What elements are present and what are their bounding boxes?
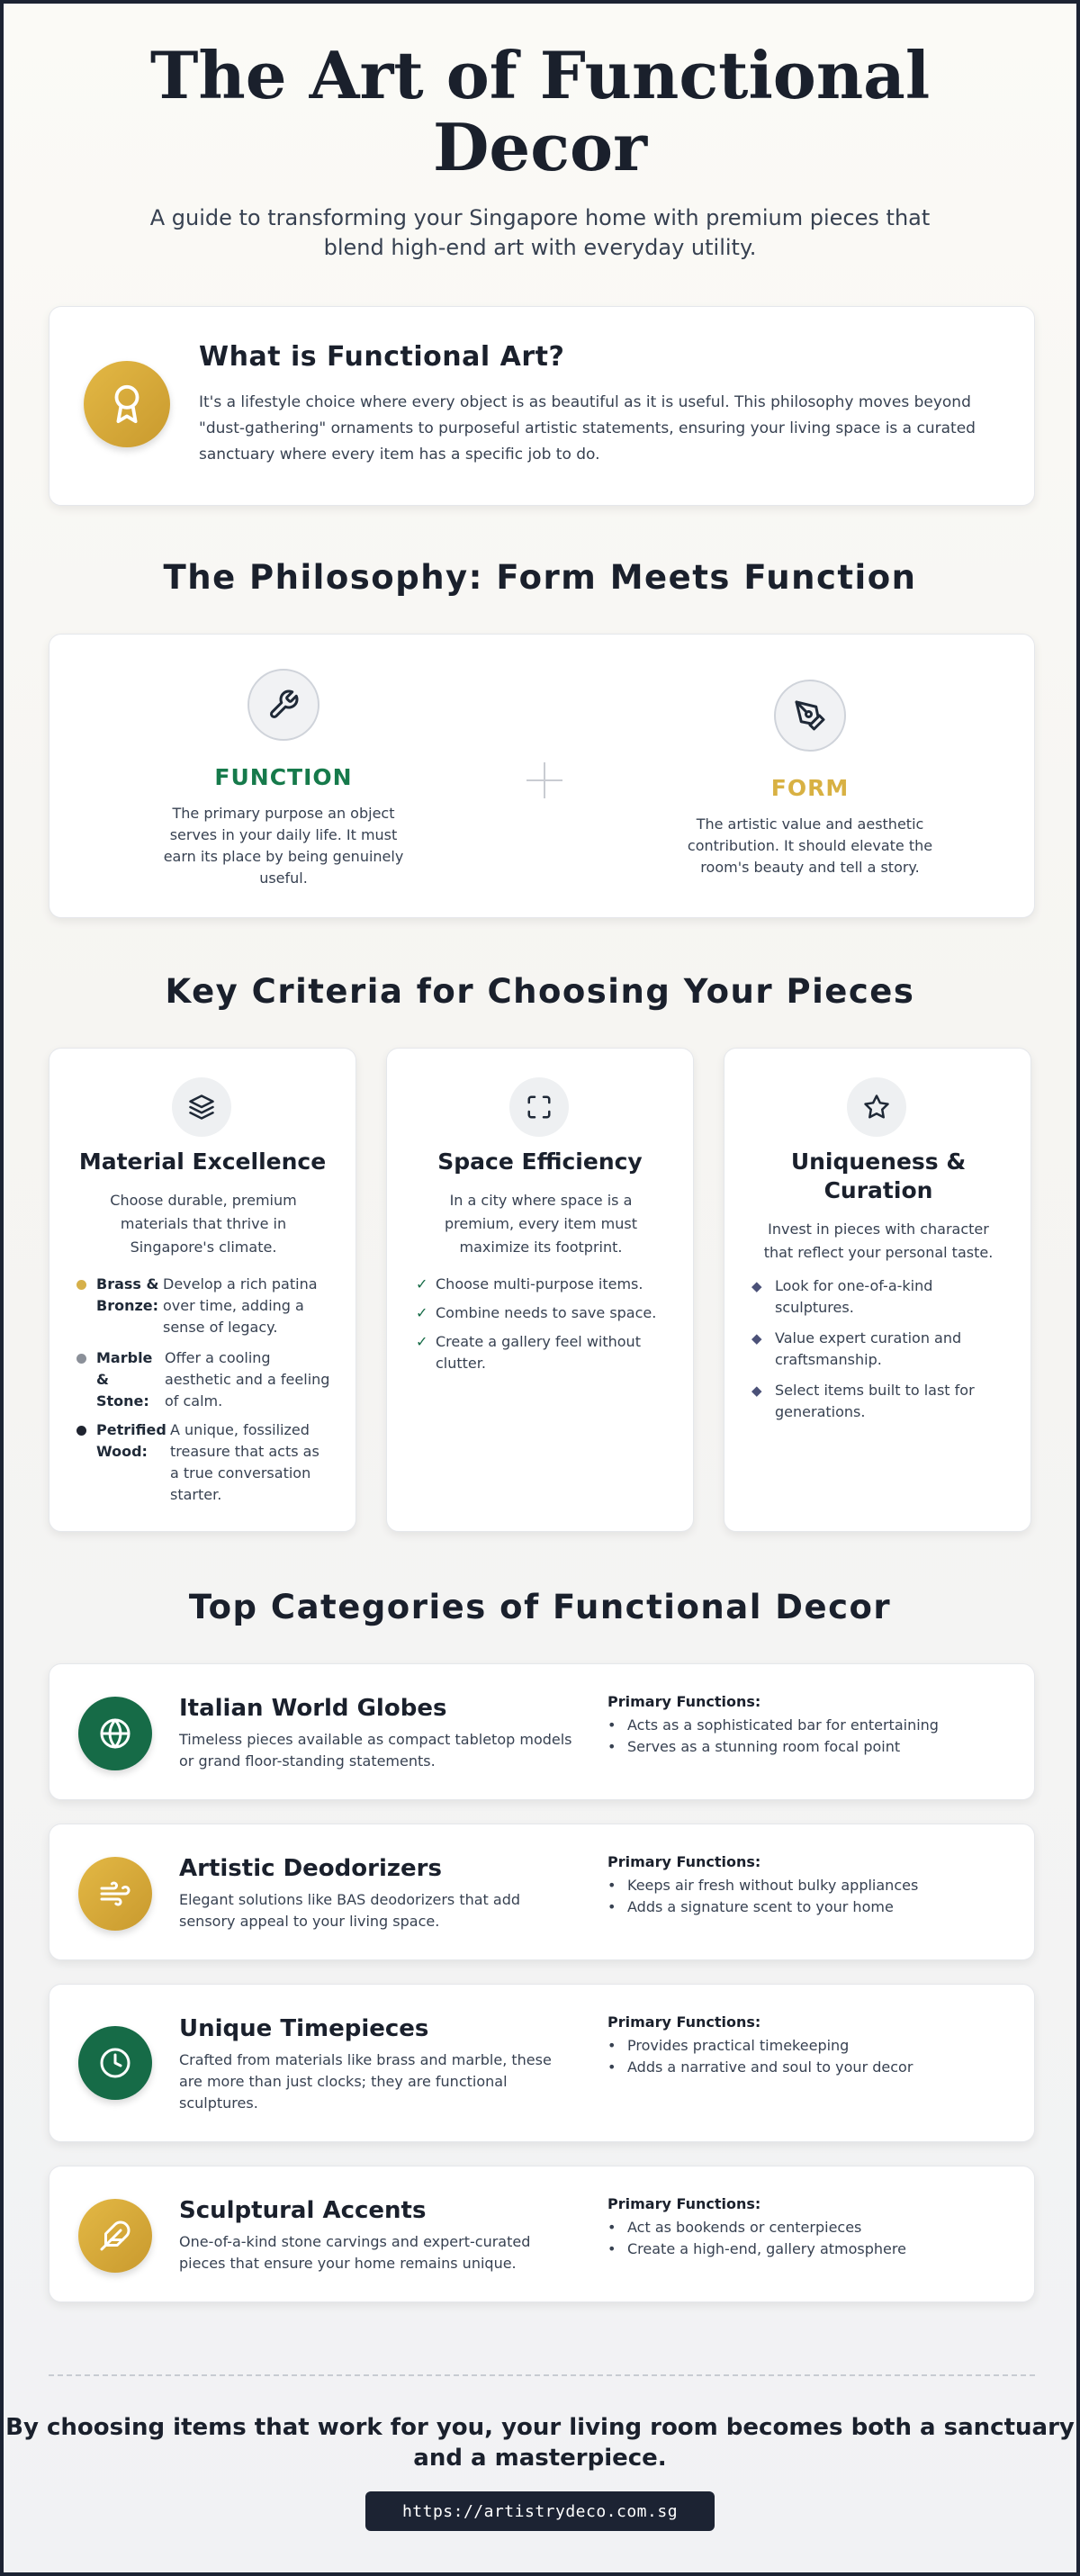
- primary-functions-label: Primary Functions:: [608, 1693, 761, 1710]
- list-item: • Acts as a sophisticated bar for entertaining: [608, 1715, 1004, 1736]
- item-text: Adds a signature scent to your home: [627, 1898, 894, 1915]
- pen-nib-icon: [774, 680, 846, 752]
- uniqueness-card: [724, 1048, 1031, 1532]
- item-text: Offer a cooling aesthetic and a feeling of calm.: [165, 1349, 330, 1410]
- item-text: Create a high-end, gallery atmosphere: [627, 2240, 906, 2257]
- item-text: Combine needs to save space.: [436, 1304, 657, 1321]
- primary-functions-label: Primary Functions:: [608, 1853, 761, 1870]
- list-item: [416, 1274, 686, 1295]
- item-text: Act as bookends or centerpieces: [627, 2219, 862, 2236]
- form-label: FORM: [770, 775, 850, 801]
- item-text: Choose multi-purpose items.: [436, 1275, 644, 1293]
- hero: [4, 4, 1076, 263]
- space-desc: In a city where space is a premium, every item must maximize its footprint.: [444, 1192, 637, 1256]
- bullet-dot: [76, 1354, 86, 1364]
- list-item: [752, 1328, 1022, 1371]
- layers-icon: [172, 1077, 231, 1137]
- check-icon: ✓: [416, 1275, 428, 1293]
- form-column: [680, 680, 940, 878]
- bullet-dot: [76, 1280, 86, 1290]
- category-title: Italian World Globes: [179, 1695, 447, 1722]
- check-icon: ✓: [416, 1333, 428, 1350]
- what-is-functional-art-card: [49, 306, 1035, 506]
- feather-icon: [78, 2199, 152, 2273]
- list-item: [76, 1419, 338, 1509]
- item-text: Look for one-of-a-kind sculptures.: [775, 1277, 933, 1316]
- categories-title: Top Categories of Functional Decor: [188, 1588, 892, 1626]
- page-subtitle: A guide to transforming your Singapore home with premium pieces that blend high-end art with everyday utility.: [149, 205, 931, 260]
- list-item: • Create a high-end, gallery atmosphere: [608, 2238, 1004, 2260]
- category-desc: Crafted from materials like brass and marble, these are more than just clocks; they are functional sculptures.: [179, 2051, 552, 2112]
- category-title: Artistic Deodorizers: [179, 1855, 442, 1882]
- category-desc: One-of-a-kind stone carvings and expert-curated pieces that ensure your home remains unique.: [179, 2233, 531, 2272]
- award-ribbon-icon: [84, 361, 170, 447]
- bullet-dot: [76, 1426, 86, 1436]
- function-text: The primary purpose an object serves in your daily life. It must earn its place by being genuinely useful.: [163, 805, 404, 887]
- material-desc: Choose durable, premium materials that thrive in Singapore's climate.: [110, 1192, 297, 1256]
- wrench-icon: [248, 669, 320, 741]
- diamond-icon: ◆: [752, 1278, 762, 1294]
- list-item: [76, 1274, 338, 1337]
- category-desc: Elegant solutions like BAS deodorizers that add sensory appeal to your living space.: [179, 1891, 521, 1930]
- category-title: Sculptural Accents: [179, 2197, 427, 2224]
- list-item: • Adds a narrative and soul to your decor: [608, 2057, 1004, 2078]
- category-card-timepieces: [49, 1984, 1035, 2142]
- list-item: • Adds a signature scent to your home: [608, 1896, 1004, 1918]
- item-text: Select items built to last for generations.: [775, 1382, 975, 1420]
- list-item: • Provides practical timekeeping: [608, 2035, 1004, 2057]
- form-text: The artistic value and aesthetic contribution. It should elevate the room's beauty and tell a story.: [687, 815, 933, 876]
- plus-icon: [525, 761, 564, 800]
- divider: [49, 2374, 1035, 2376]
- diamond-icon: ◆: [752, 1330, 762, 1347]
- primary-functions-label: Primary Functions:: [608, 2195, 761, 2212]
- category-card-globes: [49, 1663, 1035, 1800]
- criteria-title: Key Criteria for Choosing Your Pieces: [165, 972, 915, 1011]
- uniqueness-desc: Invest in pieces with character that reflect your personal taste.: [763, 1220, 994, 1261]
- material-title: Material Excellence: [78, 1148, 327, 1175]
- space-title: Space Efficiency: [437, 1148, 643, 1175]
- item-text: Provides practical timekeeping: [627, 2037, 850, 2054]
- item-text: Serves as a stunning room focal point: [627, 1738, 901, 1755]
- philosophy-card: [49, 634, 1035, 918]
- list-item: • Serves as a stunning room focal point: [608, 1736, 1004, 1758]
- item-text: Keeps air fresh without bulky appliances: [627, 1877, 919, 1894]
- item-text: A unique, fossilized treasure that acts as a true conversation starter.: [170, 1421, 320, 1503]
- item-label: Petrified Wood:: [96, 1421, 166, 1460]
- item-label: Marble & Stone:: [96, 1349, 153, 1410]
- globe-icon: [78, 1697, 152, 1770]
- list-item: [416, 1331, 686, 1374]
- category-card-accents: [49, 2166, 1035, 2302]
- list-item: [752, 1275, 1022, 1319]
- list-item: [76, 1347, 338, 1410]
- category-desc: Timeless pieces available as compact tabletop models or grand floor-standing statements.: [179, 1731, 572, 1770]
- category-card-deodorizers: [49, 1824, 1035, 1960]
- uniqueness-title: Uniqueness & Curation: [790, 1148, 967, 1203]
- list-item: • Keeps air fresh without bulky appliances: [608, 1875, 1004, 1896]
- philosophy-title: The Philosophy: Form Meets Function: [163, 558, 917, 597]
- item-text: Value expert curation and craftsmanship.: [775, 1329, 962, 1368]
- item-text: Create a gallery feel without clutter.: [436, 1333, 641, 1372]
- what-text: It's a lifestyle choice where every object is as beautiful as it is useful. This philosophy moves beyond "dust-gathering" ornaments to purposeful artistic statements, ensuring your living space is a curated sanctuary where every item has a specific job to do.: [199, 393, 976, 464]
- item-text: Develop a rich patina over time, adding a sense of legacy.: [163, 1275, 318, 1336]
- item-label: Brass & Bronze:: [96, 1275, 159, 1314]
- list-item: [416, 1302, 686, 1324]
- primary-functions-label: Primary Functions:: [608, 2013, 761, 2031]
- diamond-icon: ◆: [752, 1383, 762, 1399]
- wind-icon: [78, 1857, 152, 1931]
- clock-icon: [78, 2026, 152, 2100]
- function-column: [158, 669, 410, 889]
- item-text: Acts as a sophisticated bar for entertaining: [627, 1716, 939, 1734]
- list-item: • Act as bookends or centerpieces: [608, 2217, 1004, 2238]
- page-title: The Art of Functional Decor: [149, 37, 931, 185]
- check-icon: ✓: [416, 1304, 428, 1321]
- expand-icon: [509, 1077, 569, 1137]
- star-icon: [847, 1077, 906, 1137]
- what-title: What is Functional Art?: [199, 341, 565, 373]
- category-title: Unique Timepieces: [179, 2015, 429, 2042]
- function-label: FUNCTION: [214, 764, 353, 790]
- material-card: [49, 1048, 356, 1532]
- closing-text: By choosing items that work for you, your living room becomes both a sanctuary and a masterpiece.: [5, 2414, 1075, 2472]
- space-card: [386, 1048, 694, 1532]
- list-item: [752, 1380, 1022, 1423]
- website-url-link[interactable]: https://artistrydeco.com.sg: [365, 2491, 715, 2531]
- item-text: Adds a narrative and soul to your decor: [627, 2058, 914, 2076]
